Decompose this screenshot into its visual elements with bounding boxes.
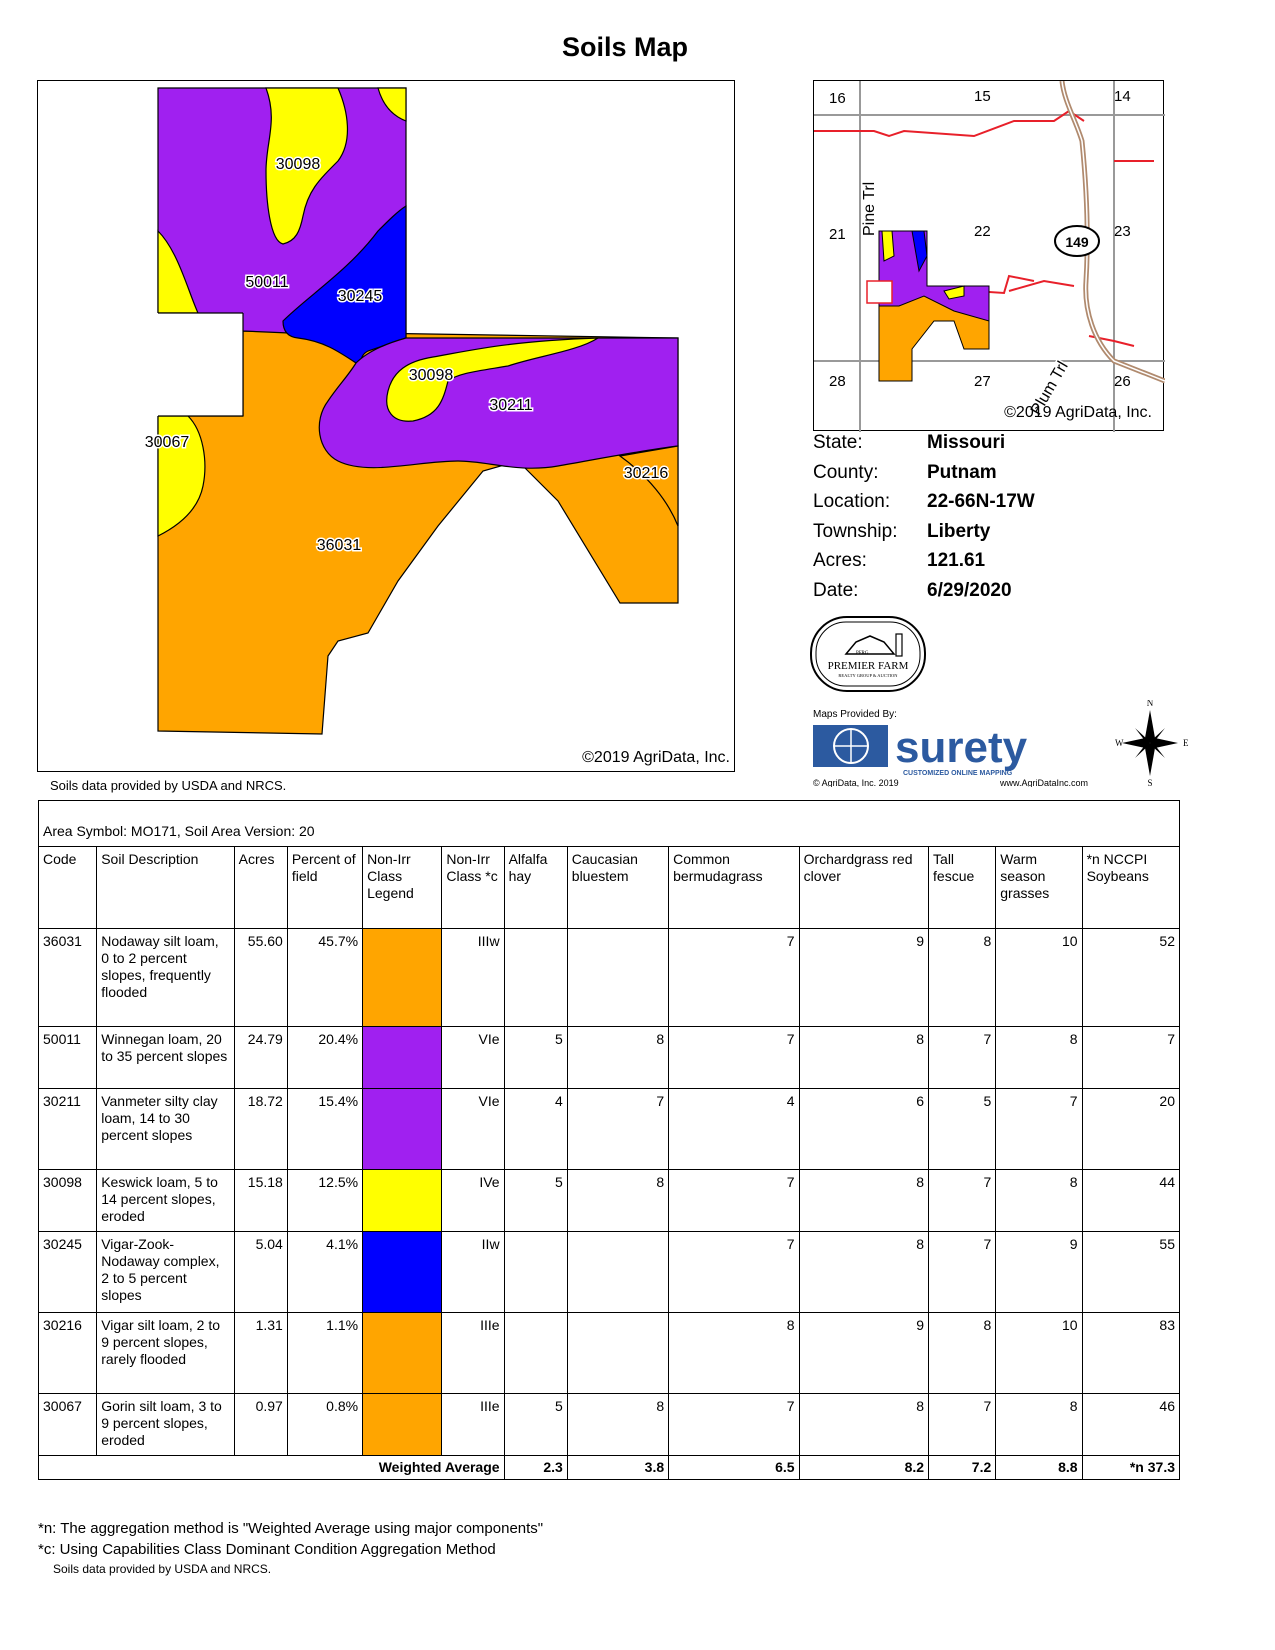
cell-pct: 15.4% bbox=[287, 1089, 362, 1170]
class-legend-swatch bbox=[363, 1089, 442, 1170]
svg-text:www.AgriDataInc.com: www.AgriDataInc.com bbox=[999, 778, 1088, 787]
cell-desc: Vigar-Zook-Nodaway complex, 2 to 5 percent slopes bbox=[97, 1232, 234, 1313]
cell-code: 36031 bbox=[39, 929, 97, 1027]
column-header: Caucasian bluestem bbox=[567, 847, 668, 929]
cell-fescue: 7 bbox=[929, 1027, 996, 1089]
weighted-average-row bbox=[39, 1456, 1180, 1480]
section-number: 26 bbox=[1114, 373, 1131, 390]
cell-nccpi: 46 bbox=[1082, 1394, 1179, 1456]
section-number: 22 bbox=[974, 223, 991, 240]
road-label: Pine Trl bbox=[861, 181, 878, 236]
info-value: Missouri bbox=[927, 432, 1006, 453]
cell-nccpi: 55 bbox=[1082, 1232, 1179, 1313]
cell-code: 30067 bbox=[39, 1394, 97, 1456]
weighted-alfalfa: 2.3 bbox=[504, 1456, 567, 1480]
soil-label: 30245 bbox=[337, 288, 383, 305]
info-row-acres bbox=[813, 550, 1035, 580]
surety-logo bbox=[813, 707, 1103, 787]
cell-code: 30098 bbox=[39, 1170, 97, 1232]
weighted-average-label: Weighted Average bbox=[39, 1456, 505, 1480]
column-header: Orchardgrass red clover bbox=[799, 847, 928, 929]
cell-nccpi: 44 bbox=[1082, 1170, 1179, 1232]
cell-bermuda: 7 bbox=[669, 1394, 799, 1456]
table-row bbox=[39, 929, 1180, 1027]
svg-text:© AgriData, Inc. 2019: © AgriData, Inc. 2019 bbox=[813, 778, 899, 787]
cell-pct: 20.4% bbox=[287, 1027, 362, 1089]
cell-orchard: 6 bbox=[799, 1089, 928, 1170]
cell-acres: 5.04 bbox=[234, 1232, 287, 1313]
cell-pct: 12.5% bbox=[287, 1170, 362, 1232]
info-row-township bbox=[813, 521, 1035, 551]
cell-nccpi: 20 bbox=[1082, 1089, 1179, 1170]
weighted-fescue: 7.2 bbox=[929, 1456, 996, 1480]
svg-text:S: S bbox=[1147, 778, 1153, 786]
footnote: *n: The aggregation method is "Weighted Average using major components" bbox=[38, 1520, 544, 1537]
cell-bermuda: 7 bbox=[669, 1027, 799, 1089]
class-legend-swatch bbox=[363, 1232, 442, 1313]
table-row bbox=[39, 1313, 1180, 1394]
cell-pct: 45.7% bbox=[287, 929, 362, 1027]
cell-orchard: 9 bbox=[799, 1313, 928, 1394]
info-label: State: bbox=[813, 432, 863, 453]
cell-alfalfa: 5 bbox=[504, 1170, 567, 1232]
svg-text:E: E bbox=[1183, 738, 1189, 748]
info-label: Location: bbox=[813, 491, 891, 512]
svg-text:CUSTOMIZED ONLINE MAPPING: CUSTOMIZED ONLINE MAPPING bbox=[903, 770, 1013, 777]
svg-text:W: W bbox=[1115, 738, 1124, 748]
premier-farm-logo bbox=[808, 614, 928, 694]
cell-acres: 24.79 bbox=[234, 1027, 287, 1089]
table-row bbox=[39, 1027, 1180, 1089]
cell-nccpi: 52 bbox=[1082, 929, 1179, 1027]
compass-rose-icon bbox=[1115, 700, 1215, 786]
soil-label: 36031 bbox=[316, 537, 362, 554]
svg-text:PFRG: PFRG bbox=[856, 651, 869, 656]
info-value: Putnam bbox=[927, 461, 997, 483]
info-row-county bbox=[813, 462, 1035, 492]
cell-desc: Nodaway silt loam, 0 to 2 percent slopes, frequently flooded bbox=[97, 929, 234, 1027]
cell-alfalfa: 5 bbox=[504, 1394, 567, 1456]
table-row bbox=[39, 1394, 1180, 1456]
cell-fescue: 8 bbox=[929, 929, 996, 1027]
section-number: 16 bbox=[829, 90, 846, 107]
cell-bermuda: 7 bbox=[669, 1232, 799, 1313]
soil-label: 30211 bbox=[489, 397, 533, 414]
soil-label: 30098 bbox=[275, 156, 321, 173]
table-row bbox=[39, 1089, 1180, 1170]
column-header: Non-Irr Class Legend bbox=[363, 847, 442, 929]
cell-desc: Gorin silt loam, 3 to 9 percent slopes, eroded bbox=[97, 1394, 234, 1456]
footnote: *c: Using Capabilities Class Dominant Condition Aggregation Method bbox=[38, 1541, 496, 1558]
info-row-date bbox=[813, 580, 1035, 610]
info-value: 6/29/2020 bbox=[927, 579, 1012, 601]
cell-caucasian: 8 bbox=[567, 1394, 668, 1456]
info-value: 22-66N-17W bbox=[927, 491, 1035, 512]
map-source-note: Soils data provided by USDA and NRCS. bbox=[50, 778, 287, 793]
cell-alfalfa bbox=[504, 1313, 567, 1394]
cell-cls: IIIe bbox=[442, 1394, 504, 1456]
weighted-nccpi: *n 37.3 bbox=[1082, 1456, 1179, 1480]
cell-bermuda: 7 bbox=[669, 1170, 799, 1232]
cell-warm: 7 bbox=[996, 1089, 1082, 1170]
cell-orchard: 9 bbox=[799, 929, 928, 1027]
svg-text:surety: surety bbox=[895, 723, 1028, 772]
area-symbol-row bbox=[39, 801, 1180, 847]
road-label: Plum Trl bbox=[1027, 358, 1072, 418]
svg-text:Maps Provided By:: Maps Provided By: bbox=[813, 709, 897, 720]
class-legend-swatch bbox=[363, 1394, 442, 1456]
soil-label: 30098 bbox=[408, 367, 454, 384]
cell-cls: IIw bbox=[442, 1232, 504, 1313]
column-header: Warm season grasses bbox=[996, 847, 1082, 929]
svg-text:PREMIER FARM: PREMIER FARM bbox=[827, 660, 909, 672]
section-number: 27 bbox=[974, 373, 991, 390]
cell-warm: 10 bbox=[996, 1313, 1082, 1394]
cell-warm: 9 bbox=[996, 1232, 1082, 1313]
svg-text:REALTY GROUP & AUCTION: REALTY GROUP & AUCTION bbox=[838, 673, 898, 678]
cell-cls: VIe bbox=[442, 1027, 504, 1089]
location-map[interactable] bbox=[813, 80, 1164, 431]
info-value: 121.61 bbox=[927, 550, 986, 571]
cell-orchard: 8 bbox=[799, 1394, 928, 1456]
cell-desc: Winnegan loam, 20 to 35 percent slopes bbox=[97, 1027, 234, 1089]
soil-label: 30067 bbox=[144, 434, 190, 451]
cell-code: 30211 bbox=[39, 1089, 97, 1170]
column-header: Common bermudagrass bbox=[669, 847, 799, 929]
cell-desc: Vigar silt loam, 2 to 9 percent slopes, rarely flooded bbox=[97, 1313, 234, 1394]
class-legend-swatch bbox=[363, 1313, 442, 1394]
class-legend-swatch bbox=[363, 1027, 442, 1089]
column-header: *n NCCPI Soybeans bbox=[1082, 847, 1179, 929]
location-map-copyright: ©2019 AgriData, Inc. bbox=[1004, 404, 1152, 421]
cell-fescue: 5 bbox=[929, 1089, 996, 1170]
cell-code: 30216 bbox=[39, 1313, 97, 1394]
cell-desc: Vanmeter silty clay loam, 14 to 30 percent slopes bbox=[97, 1089, 234, 1170]
column-header: Soil Description bbox=[97, 847, 234, 929]
cell-pct: 0.8% bbox=[287, 1394, 362, 1456]
cell-warm: 8 bbox=[996, 1170, 1082, 1232]
cell-cls: IIIe bbox=[442, 1313, 504, 1394]
cell-alfalfa bbox=[504, 929, 567, 1027]
area-symbol: Area Symbol: MO171, Soil Area Version: 20 bbox=[39, 801, 1180, 847]
cell-acres: 15.18 bbox=[234, 1170, 287, 1232]
column-header: Non-Irr Class *c bbox=[442, 847, 504, 929]
cell-cls: IIIw bbox=[442, 929, 504, 1027]
column-header: Tall fescue bbox=[929, 847, 996, 929]
table-row bbox=[39, 1170, 1180, 1232]
cell-fescue: 7 bbox=[929, 1170, 996, 1232]
cell-orchard: 8 bbox=[799, 1027, 928, 1089]
footer-source: Soils data provided by USDA and NRCS. bbox=[53, 1562, 272, 1576]
cell-warm: 10 bbox=[996, 929, 1082, 1027]
column-header: Alfalfa hay bbox=[504, 847, 567, 929]
cell-alfalfa bbox=[504, 1232, 567, 1313]
cell-alfalfa: 5 bbox=[504, 1027, 567, 1089]
weighted-orchard: 8.2 bbox=[799, 1456, 928, 1480]
page-title: Soils Map bbox=[561, 32, 689, 62]
field-notch bbox=[134, 313, 243, 416]
cell-acres: 18.72 bbox=[234, 1089, 287, 1170]
class-legend-swatch bbox=[363, 1170, 442, 1232]
cell-acres: 1.31 bbox=[234, 1313, 287, 1394]
column-header: Percent of field bbox=[287, 847, 362, 929]
section-number: 23 bbox=[1114, 223, 1131, 240]
header-row bbox=[39, 847, 1180, 929]
cell-nccpi: 83 bbox=[1082, 1313, 1179, 1394]
weighted-caucasian: 3.8 bbox=[567, 1456, 668, 1480]
cell-cls: IVe bbox=[442, 1170, 504, 1232]
cell-fescue: 7 bbox=[929, 1232, 996, 1313]
soil-label: 30216 bbox=[623, 465, 669, 482]
info-label: County: bbox=[813, 461, 879, 483]
map-copyright: ©2019 AgriData, Inc. bbox=[582, 749, 730, 766]
cell-pct: 4.1% bbox=[287, 1232, 362, 1313]
cell-orchard: 8 bbox=[799, 1170, 928, 1232]
column-header: Acres bbox=[234, 847, 287, 929]
info-label: Acres: bbox=[813, 550, 867, 571]
table-row bbox=[39, 1232, 1180, 1313]
weighted-warm: 8.8 bbox=[996, 1456, 1082, 1480]
section-number: 15 bbox=[974, 88, 991, 105]
section-number: 28 bbox=[829, 373, 846, 390]
highway-number: 149 bbox=[1065, 234, 1089, 250]
soils-table bbox=[38, 800, 1180, 1480]
cell-code: 50011 bbox=[39, 1027, 97, 1089]
cell-cls: VIe bbox=[442, 1089, 504, 1170]
info-value: Liberty bbox=[927, 520, 991, 542]
cell-code: 30245 bbox=[39, 1232, 97, 1313]
property-info bbox=[813, 432, 1035, 609]
cell-bermuda: 4 bbox=[669, 1089, 799, 1170]
cell-caucasian bbox=[567, 929, 668, 1027]
cell-alfalfa: 4 bbox=[504, 1089, 567, 1170]
cell-warm: 8 bbox=[996, 1027, 1082, 1089]
cell-orchard: 8 bbox=[799, 1232, 928, 1313]
footnotes bbox=[38, 1518, 543, 1560]
info-row-location bbox=[813, 491, 1035, 521]
info-label: Township: bbox=[813, 520, 898, 542]
cell-acres: 55.60 bbox=[234, 929, 287, 1027]
cell-pct: 1.1% bbox=[287, 1313, 362, 1394]
cell-caucasian bbox=[567, 1313, 668, 1394]
section-number: 14 bbox=[1114, 88, 1131, 105]
cell-fescue: 8 bbox=[929, 1313, 996, 1394]
weighted-bermuda: 6.5 bbox=[669, 1456, 799, 1480]
cell-caucasian: 8 bbox=[567, 1027, 668, 1089]
cell-caucasian: 7 bbox=[567, 1089, 668, 1170]
column-header: Code bbox=[39, 847, 97, 929]
soil-label: 50011 bbox=[245, 274, 289, 291]
section-number: 21 bbox=[829, 226, 846, 243]
cell-caucasian: 8 bbox=[567, 1170, 668, 1232]
cell-caucasian bbox=[567, 1232, 668, 1313]
svg-text:N: N bbox=[1146, 700, 1154, 708]
cell-fescue: 7 bbox=[929, 1394, 996, 1456]
info-label: Date: bbox=[813, 579, 859, 601]
soils-map[interactable] bbox=[37, 80, 735, 772]
cell-acres: 0.97 bbox=[234, 1394, 287, 1456]
class-legend-swatch bbox=[363, 929, 442, 1027]
cell-desc: Keswick loam, 5 to 14 percent slopes, eroded bbox=[97, 1170, 234, 1232]
cell-bermuda: 8 bbox=[669, 1313, 799, 1394]
cell-nccpi: 7 bbox=[1082, 1027, 1179, 1089]
cell-warm: 8 bbox=[996, 1394, 1082, 1456]
info-row-state bbox=[813, 432, 1035, 462]
cell-bermuda: 7 bbox=[669, 929, 799, 1027]
